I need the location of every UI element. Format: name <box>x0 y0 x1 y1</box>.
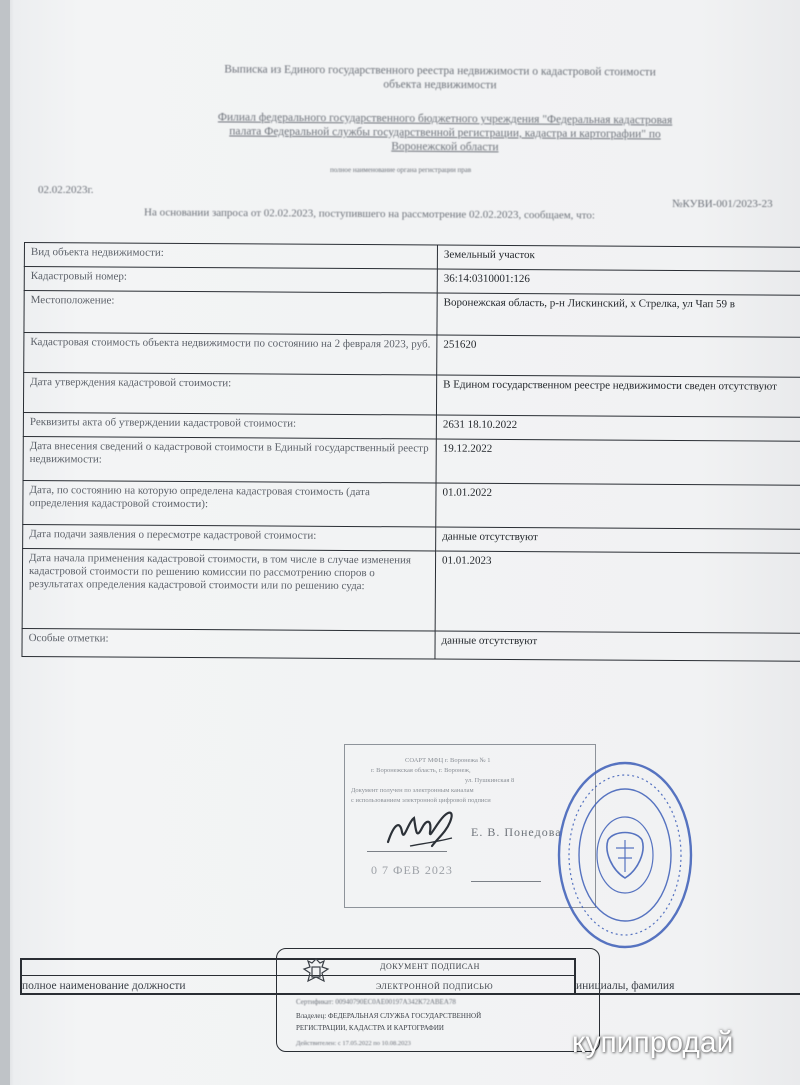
org-line-3: Воронежской области <box>391 140 499 154</box>
title-line-2: объекта недвижимости <box>383 78 497 92</box>
stamp-line-3: ул. Пушкинская 8 <box>465 777 515 784</box>
table-row <box>24 333 800 378</box>
row-value: В Едином государственном реестре недвижимости сведен отсутствуют <box>436 375 800 417</box>
certificate-number: Сертификат: 00940790ЕС0АЕ00197А342К72АВЕА78 <box>296 998 456 1006</box>
site-watermark: купипродай <box>572 1026 734 1059</box>
row-label: Дата, по состоянию на которую определена кадастровая стоимость (дата определения кадастровой стоимости): <box>23 480 436 527</box>
row-value: Воронежская область, р-н Лискинский, х Стрелка, ул Чап 59 в <box>437 293 800 337</box>
row-label: Кадастровая стоимость объекта недвижимости по состоянию на 2 февраля 2023, руб. <box>24 333 437 376</box>
certificate-owner-line-2: РЕГИСТРАЦИИ, КАДАСТРА И КАРТОГРАФИИ <box>296 1024 444 1032</box>
row-value: 19.12.2022 <box>436 439 800 485</box>
stamp-line-5: с использованием электронной цифровой подписи <box>351 797 491 804</box>
row-label: Вид объекта недвижимости: <box>24 243 437 270</box>
stamp-date: 0 7 ФЕВ 2023 <box>371 863 453 877</box>
signed-title: ДОКУМЕНТ ПОДПИСАН <box>380 962 480 971</box>
row-value: данные отсутствуют <box>436 527 800 553</box>
row-value: 36:14:0310001:126 <box>437 269 800 295</box>
document-title <box>160 62 720 94</box>
row-value: 01.01.2022 <box>436 483 800 529</box>
certificate-owner-line-1: Владелец: ФЕДЕРАЛЬНАЯ СЛУЖБА ГОСУДАРСТВЕННОЙ <box>296 1012 482 1020</box>
signed-subtitle: ЭЛЕКТРОННОЙ ПОДПИСЬЮ <box>376 982 494 991</box>
row-value: 251620 <box>437 335 800 377</box>
org-caption: полное наименование органа регистрации прав <box>330 166 472 174</box>
emblem-eagle-icon <box>296 953 336 993</box>
row-label: Дата утверждения кадастровой стоимости: <box>23 373 436 416</box>
stamp-line-2: г. Воронежская область, г. Воронеж, <box>371 767 471 774</box>
initials-label: инициалы, фамилия <box>576 980 675 992</box>
table-row <box>24 291 800 338</box>
table-row <box>22 628 800 661</box>
row-label: Особые отметки: <box>22 628 435 659</box>
title-line-1: Выписка из Единого государственного реестра недвижимости о кадастровой стоимости <box>224 63 656 79</box>
row-label: Местоположение: <box>24 291 437 336</box>
row-value: данные отсутствуют <box>435 631 800 661</box>
row-value: 01.01.2023 <box>435 551 800 633</box>
page-edge-shadow <box>0 0 10 1085</box>
request-basis: На основании запроса от 02.02.2023, поступившего на рассмотрение 02.02.2023, сообщаем, что: <box>143 206 595 222</box>
stamp-date-line <box>471 881 541 882</box>
row-label: Дата внесения сведений о кадастровой стоимости в Единый государственный реестр недвижимости: <box>23 436 436 483</box>
position-label: полное наименование должности <box>22 980 186 992</box>
stamp-line-1: СОАРТ МФЦ г. Воронежа № 1 <box>405 757 491 764</box>
signature-block-bottom-line <box>20 993 800 995</box>
table-row <box>22 548 800 633</box>
row-value: Земельный участок <box>437 245 800 271</box>
row-label: Кадастровый номер: <box>24 267 437 294</box>
row-label: Дата подачи заявления о пересмотре кадастровой стоимости: <box>23 524 436 551</box>
certificate-validity: Действителен: с 17.05.2022 по 10.08.2023 <box>296 1040 411 1047</box>
handwritten-signature-icon <box>380 802 470 858</box>
table-row <box>23 373 800 418</box>
row-label: Дата начала применения кадастровой стоимости, в том числе в случае изменения кадастровой стоимости по решению комиссии по рассмотрению споров о результатах определения кадастровой стоимости или по решению суда: <box>22 548 435 631</box>
row-value: 2631 18.10.2022 <box>436 415 800 441</box>
issuing-organization <box>150 110 740 156</box>
org-line-2: палата Федеральной службы государственной регистрации, кадастра и картографии" по <box>229 125 661 141</box>
stamp-officer-name: Е. В. Понедова <box>471 825 562 839</box>
official-seal-icon <box>556 760 694 950</box>
stamp-line-4: Документ получен по электронным каналам <box>351 787 474 794</box>
row-label: Реквизиты акта об утверждении кадастровой стоимости: <box>23 412 436 439</box>
org-line-1: Филиал федерального государственного бюджетного учреждения "Федеральная кадастровая <box>217 111 673 127</box>
cadastral-info-table <box>21 242 800 662</box>
document-date: 02.02.2023г. <box>38 184 94 196</box>
table-row <box>23 480 800 529</box>
document-number: №КУВИ-001/2023-23 <box>672 198 773 210</box>
table-row <box>23 436 800 485</box>
